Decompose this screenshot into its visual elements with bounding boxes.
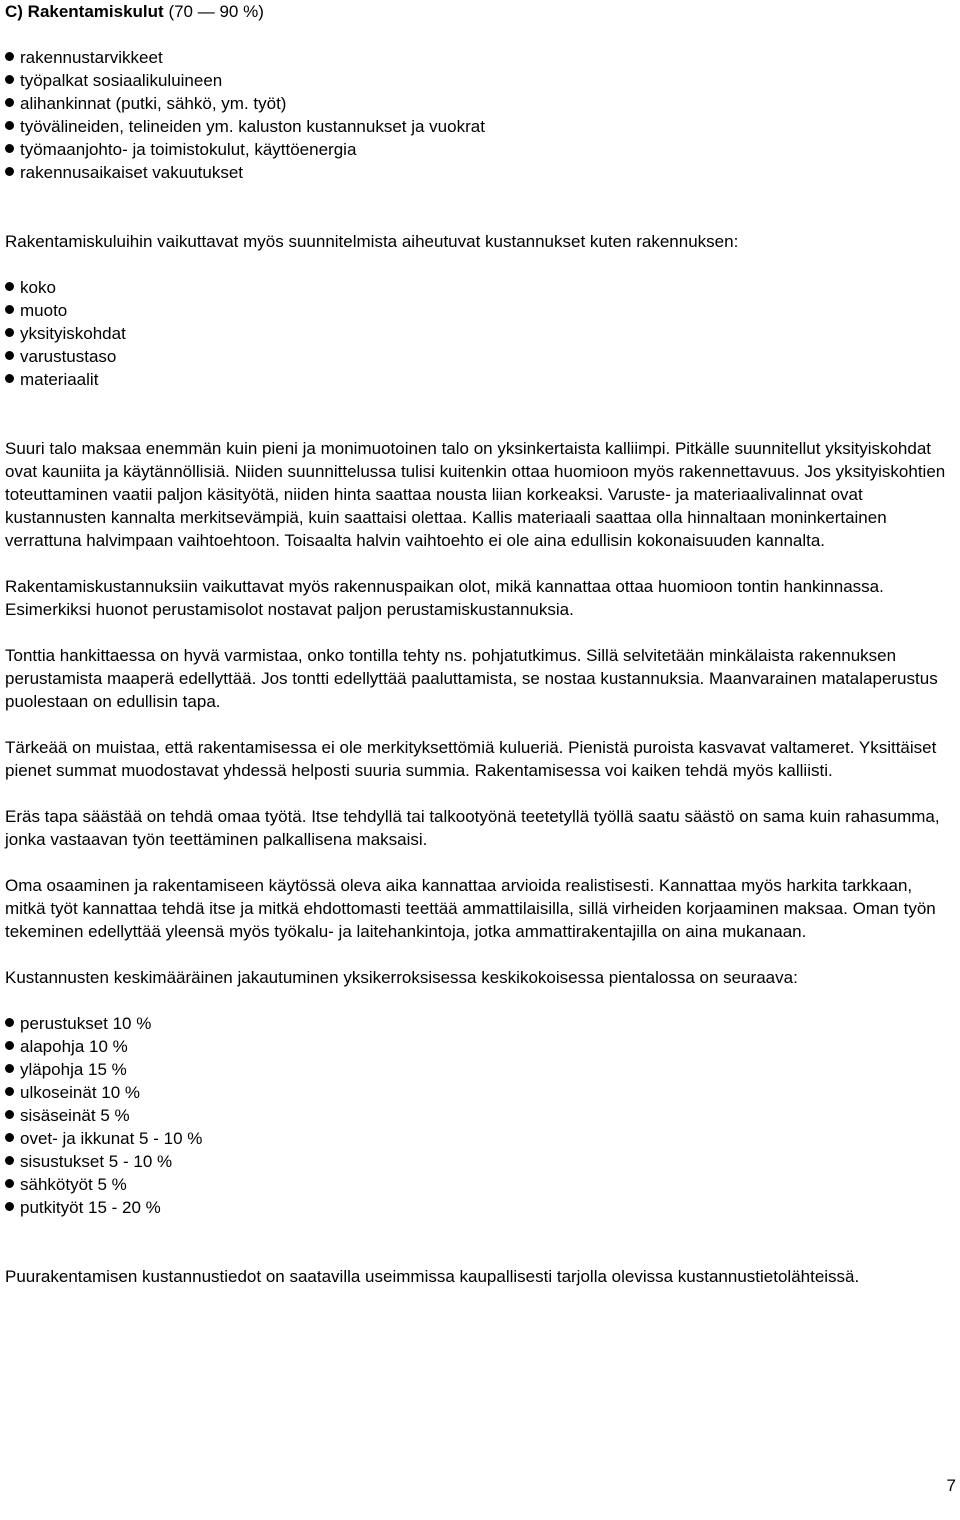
list-item-text: rakennustarvikkeet: [20, 48, 163, 67]
bullet-icon: [5, 1133, 14, 1142]
list-item: [5, 1081, 955, 1104]
list-item: [5, 115, 955, 138]
list-item-text: putkityöt 15 - 20 %: [20, 1198, 161, 1217]
list-item-text: työpalkat sosiaalikuluineen: [20, 71, 223, 90]
list-item-text: perustukset 10 %: [20, 1014, 152, 1033]
bullet-icon: [5, 1087, 14, 1096]
list-item: [5, 1104, 955, 1127]
bullet-icon: [5, 282, 14, 291]
list-item-text: yksityiskohdat: [20, 324, 126, 343]
section-heading: [5, 0, 955, 23]
list-item-text: varustustaso: [20, 347, 117, 366]
list-item: [5, 46, 955, 69]
list-item: [5, 138, 955, 161]
list-item-text: yläpohja 15 %: [20, 1060, 127, 1079]
paragraph-house-size: Suuri talo maksaa enemmän kuin pieni ja monimuotoinen talo on yksinkertaista kalliimpi. Pitkälle suunnitellut yksityiskohdat ovat kauniita ja käytännöllisiä. Niiden suunnittelussa tulisi kuitenkin ottaa huomioon myös rakennettavuus. Jos yksityiskohtien toteuttaminen vaatii paljon käsityötä, niiden hinta saattaa nousta liian korkeaksi. Varuste- ja materiaalivalinnat ovat kustannusten kannalta merkitsevämpiä, kuin saattaisi olettaa. Kallis materiaali saattaa olla hinnaltaan moninkertainen verrattuna halvimpaan vaihtoehtoon. Toisaalta halvin vaihtoehto ei ole aina edullisin kokonaisuuden kannalta.: [5, 439, 946, 550]
list-item: [5, 368, 955, 391]
list-item: [5, 1173, 955, 1196]
list-item: [5, 1150, 955, 1173]
bullet-icon: [5, 1179, 14, 1188]
list-item-text: koko: [20, 278, 56, 297]
design-factors-list: [5, 276, 955, 391]
list-item: [5, 345, 955, 368]
list-item-text: muoto: [20, 301, 68, 320]
list-item: [5, 1058, 955, 1081]
bullet-icon: [5, 374, 14, 383]
bullet-icon: [5, 1018, 14, 1027]
section-heading-title: C) Rakentamiskulut: [5, 2, 164, 21]
list-item: [5, 1127, 955, 1150]
paragraph-own-work: Eräs tapa säästää on tehdä omaa työtä. Itse tehdyllä tai talkootyönä teetetyllä työllä saatu säästö on sama kuin rahasumma, jonka vastaavan työn teettäminen palkallisena maksaisi.: [5, 807, 940, 849]
bullet-icon: [5, 1202, 14, 1211]
bullet-icon: [5, 121, 14, 130]
list-item-text: sisäseinät 5 %: [20, 1106, 130, 1125]
list-item: [5, 92, 955, 115]
list-item-text: sisustukset 5 - 10 %: [20, 1152, 173, 1171]
bullet-icon: [5, 1041, 14, 1050]
list-item: [5, 69, 955, 92]
list-item: [5, 299, 955, 322]
design-intro-paragraph: Rakentamiskuluihin vaikuttavat myös suunnitelmista aiheutuvat kustannukset kuten rakennuksen:: [5, 232, 739, 251]
list-item-text: materiaalit: [20, 370, 99, 389]
list-item-text: rakennusaikaiset vakuutukset: [20, 163, 244, 182]
paragraph-own-skills: Oma osaaminen ja rakentamiseen käytössä oleva aika kannattaa arvioida realistisesti. Kannattaa myös harkita tarkkaan, mitkä työt kannattaa tehdä itse ja mitkä ehdottomasti teettää ammattilaisilla, sillä virheiden korjaaminen maksaa. Oman työn tekeminen edellyttää yleensä myös työkalu- ja laitehankintoja, jotka ammattirakentajilla on aina mukanaan.: [5, 876, 936, 941]
list-item-text: työmaanjohto- ja toimistokulut, käyttöenergia: [20, 140, 357, 159]
paragraph-cost-distribution-intro: Kustannusten keskimääräinen jakautuminen yksikerroksisessa keskikokoisessa pientalossa on seuraava:: [5, 968, 798, 987]
section-heading-range: (70 — 90 %): [168, 2, 264, 21]
list-item-text: alihankinnat (putki, sähkö, ym. työt): [20, 94, 287, 113]
paragraph-soil-survey: Tonttia hankittaessa on hyvä varmistaa, onko tontilla tehty ns. pohjatutkimus. Sillä selvitetään minkälaista rakennuksen perustamista maaperä edellyttää. Jos tontti edellyttää paaluttamista, se nostaa kustannuksia. Maanvarainen matalaperustus puolestaan on edullisin tapa.: [5, 646, 938, 711]
list-item-text: ulkoseinät 10 %: [20, 1083, 141, 1102]
list-item: [5, 1196, 955, 1219]
bullet-icon: [5, 328, 14, 337]
list-item: [5, 322, 955, 345]
list-item-text: ovet- ja ikkunat 5 - 10 %: [20, 1129, 203, 1148]
bullet-icon: [5, 144, 14, 153]
list-item: [5, 161, 955, 184]
bullet-icon: [5, 305, 14, 314]
document-page: [5, 0, 955, 1288]
bullet-icon: [5, 167, 14, 176]
list-item-text: alapohja 10 %: [20, 1037, 128, 1056]
bullet-icon: [5, 1064, 14, 1073]
paragraph-building-site: Rakentamiskustannuksiin vaikuttavat myös rakennuspaikan olot, mikä kannattaa ottaa huomioon tontin hankinnassa. Esimerkiksi huonot perustamisolot nostavat paljon perustamiskustannuksia.: [5, 577, 884, 619]
bullet-icon: [5, 1156, 14, 1165]
list-item-text: työvälineiden, telineiden ym. kaluston kustannukset ja vuokrat: [20, 117, 485, 136]
list-item: [5, 276, 955, 299]
cost-distribution-list: [5, 1012, 955, 1219]
construction-costs-list: [5, 46, 955, 184]
paragraph-small-costs: Tärkeää on muistaa, että rakentamisessa ei ole merkityksettömiä kulueriä. Pienistä puroista kasvavat valtameret. Yksittäiset pienet summat muodostavat yhdessä helposti suuria summia. Rakentamisessa voi kaiken tehdä myös kalliisti.: [5, 738, 937, 780]
list-item: [5, 1035, 955, 1058]
bullet-icon: [5, 351, 14, 360]
bullet-icon: [5, 75, 14, 84]
list-item-text: sähkötyöt 5 %: [20, 1175, 127, 1194]
bullet-icon: [5, 1110, 14, 1119]
page-number: 7: [946, 1476, 956, 1495]
list-item: [5, 1012, 955, 1035]
bullet-icon: [5, 52, 14, 61]
paragraph-cost-sources: Puurakentamisen kustannustiedot on saatavilla useimmissa kaupallisesti tarjolla olevissa kustannustietolähteissä.: [5, 1267, 860, 1286]
bullet-icon: [5, 98, 14, 107]
